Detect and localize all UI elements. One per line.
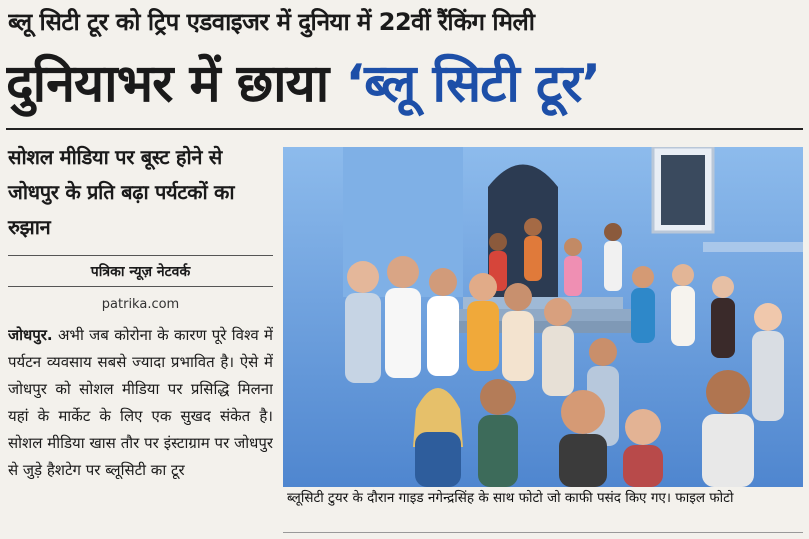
headline-plain: दुनियाभर में छाया <box>6 54 346 114</box>
sub-headline: सोशल मीडिया पर बूस्ट होने से जोधपुर के प्रति बढ़ा पर्यटकों का रुझान <box>8 145 235 239</box>
headline-rule <box>6 128 803 130</box>
group-photo <box>283 147 803 487</box>
headline-highlight: ‘ब्लू सिटी टूर’ <box>345 54 601 114</box>
main-headline <box>6 44 806 124</box>
body-paragraph: अभी जब कोरोना के कारण पूरे विश्व में पर्यटन व्यवसाय सबसे ज्यादा प्रभावित है। ऐसे में जोधपुर को सोशल मीडिया पर प्रसिद्धि मिलना यहां के मार्केट के लिए एक सुखद संकेत है। सोशल मीडिया खास तौर पर इंस्टाग्राम पर जोधपुर से जुड़े हैशटेग पर ब्लूसिटी का टूर <box>8 326 273 479</box>
photo-caption: ब्लूसिटी टुयर के दौरान गाइड नगेन्द्रसिंह के साथ फोटो जो काफी पसंद किए गए। फाइल फोटो <box>287 490 734 506</box>
byline: पत्रिका न्यूज़ नेटवर्क <box>90 264 191 280</box>
caption-rule <box>283 532 803 533</box>
kicker-headline: ब्लू सिटी टूर को ट्रिप एडवाइजर में दुनिया में 22वीं रैंकिंग मिली <box>8 8 535 36</box>
divider <box>8 255 273 256</box>
divider <box>8 286 273 287</box>
dateline: जोधपुर. <box>8 326 53 344</box>
website-credit: patrika.com <box>101 297 180 312</box>
photo-illustration <box>283 147 803 487</box>
article-body <box>8 322 273 539</box>
